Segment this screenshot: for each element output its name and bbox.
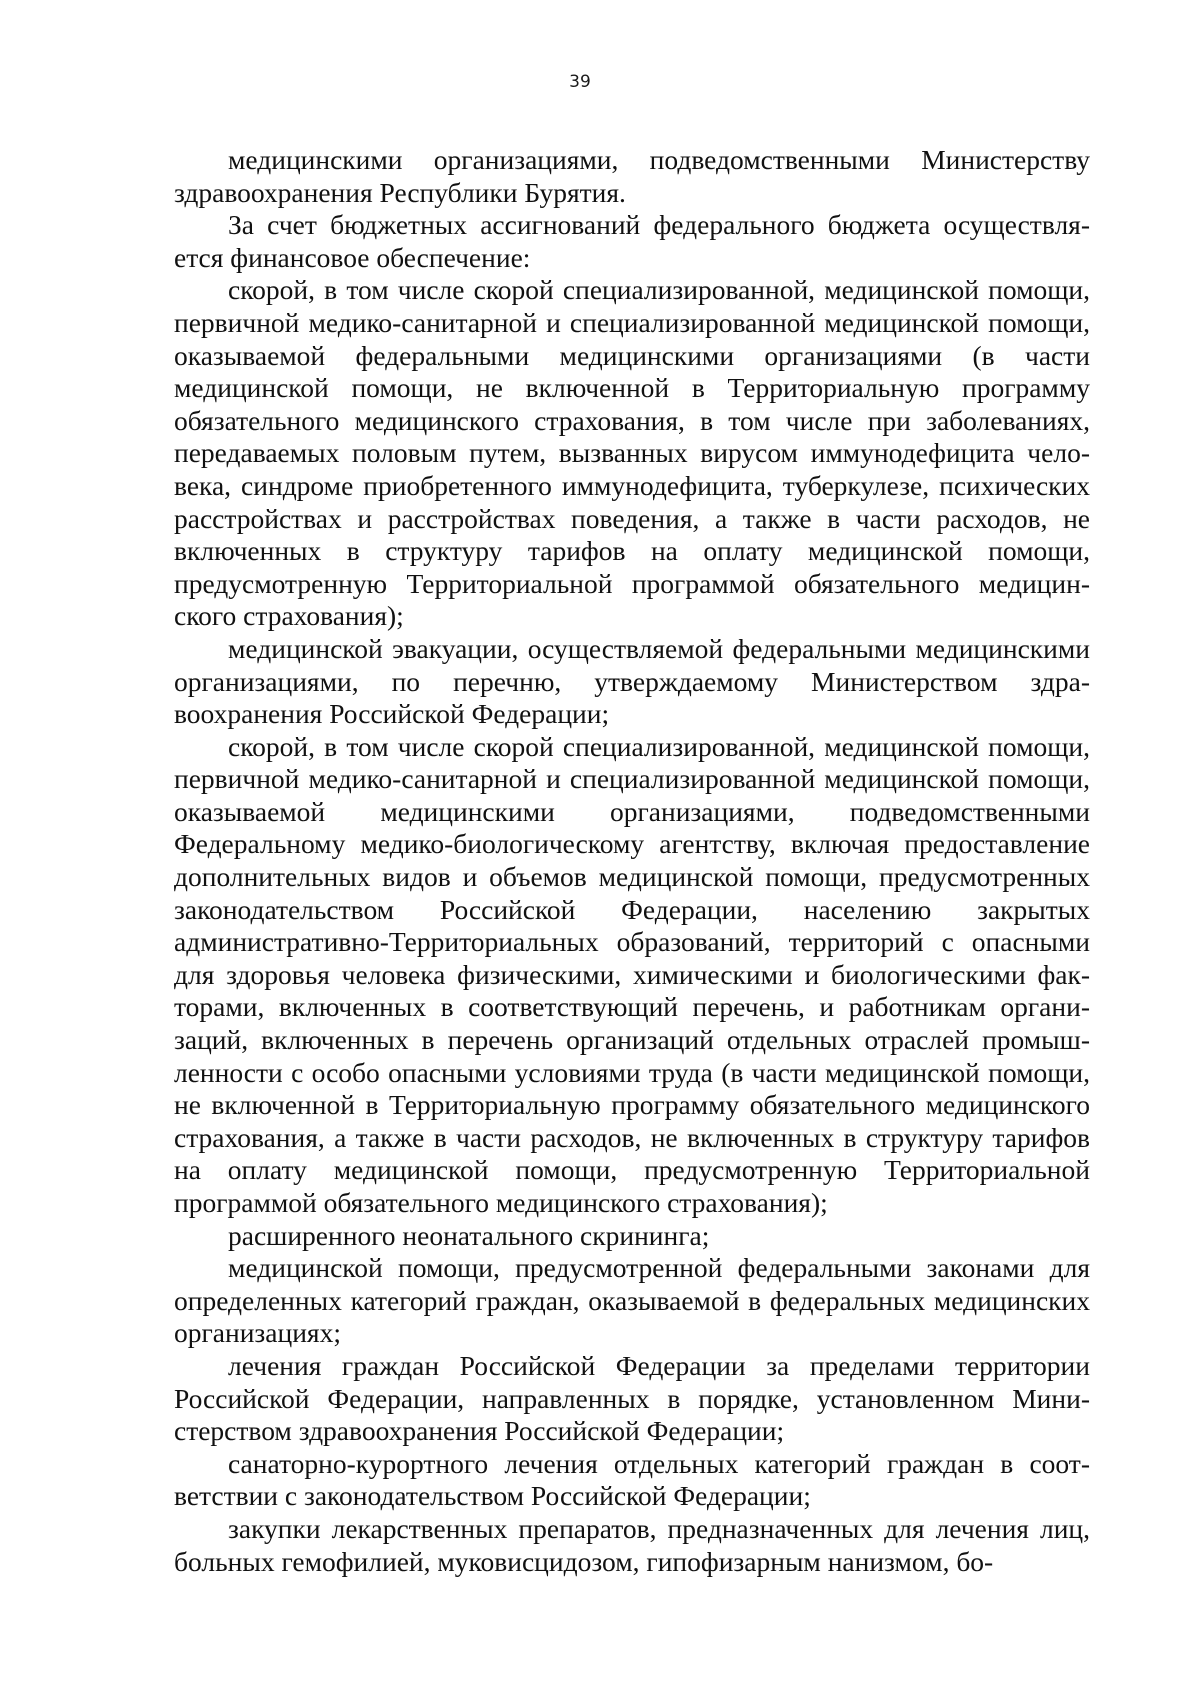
paragraph-neonatal-screening: расширенного неонатального скрининга; [228, 1219, 710, 1251]
paragraph-federal-budget-intro: За счет бюджетных ассигнований федерального бюджета осуществляется финансовое обеспечение: [174, 209, 1090, 273]
page-number: 39 [569, 72, 591, 92]
paragraph-continuation: медицинскими организациями, подведомственными Министерству здравоохранения Республики Бурятия. [174, 144, 1090, 208]
paragraph-fmba-care: скорой, в том числе скорой специализированной, медицинской помощи, первичной медико-санитарной и специализированной медицинской помощи, оказываемой медицинскими организациями, подведомственными Федеральному медико-биологическому агентству, включая предоставление дополнительных видов и объемов медицинской помощи, предусмотренных законодательством Российской Федерации, населению закрытых административно-Территориальных образований, территорий с опасными для здоровья человека физическими, химическими и биологическими факторами, включенных в соответствующий перечень, и работникам организаций, включенных в перечень организаций отдельных отраслей промышленности с особо опасными условиями труда (в части медицинской помощи, не включенной в Территориальную программу обязательного медицинского страхования, а также в части расходов, не включенных в структуру тарифов на оплату медицинской помощи, предусмотренную Территориальной программой обязательного медицинского страхования); [174, 730, 1090, 1218]
document-body [174, 144, 1090, 1578]
paragraph-medical-evacuation: медицинской эвакуации, осуществляемой федеральными медицинскими организациями, по перечню, утверждаемому Министерством здравоохранения Российской Федерации; [174, 632, 1090, 730]
paragraph-federal-law-categories: медицинской помощи, предусмотренной федеральными законами для определенных категорий граждан, оказываемой в федеральных медицинских организациях; [174, 1252, 1090, 1349]
paragraph-emergency-care-federal: скорой, в том числе скорой специализированной, медицинской помощи, первичной медико-санитарной и специализированной медицинской помощи, оказываемой федеральными медицинскими организациями (в части медицинской помощи, не включенной в Территориальную программу обязательного медицинского страхования, в том числе при заболеваниях, передаваемых половым путем, вызванных вирусом иммунодефицита человека, синдроме приобретенного иммунодефицита, туберкулезе, психических расстройствах и расстройствах поведения, а также в части расходов, не включенных в структуру тарифов на оплату медицинской помощи, предусмотренную Территориальной программой обязательного медицинского страхования); [174, 274, 1090, 632]
paragraph-sanatorium-treatment: санаторно-курортного лечения отдельных категорий граждан в соответствии с законодательством Российской Федерации; [174, 1447, 1090, 1512]
paragraph-drug-procurement: закупки лекарственных препаратов, предназначенных для лечения лиц, больных гемофилией, муковисцидозом, гипофизарным нанизмом, бо- [174, 1512, 1090, 1577]
paragraph-treatment-abroad: лечения граждан Российской Федерации за пределами территории Российской Федерации, направленных в порядке, установленном Министерством здравоохранения Российской Федерации; [174, 1349, 1090, 1447]
